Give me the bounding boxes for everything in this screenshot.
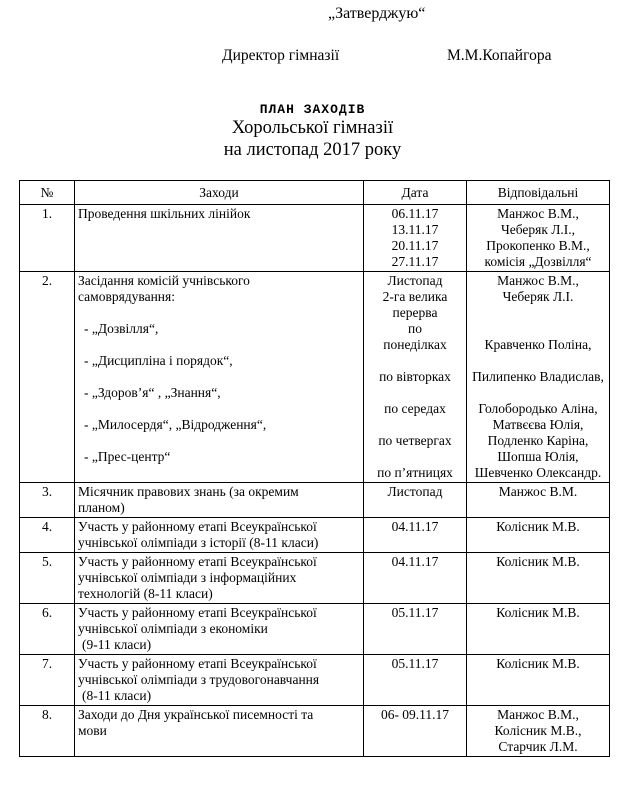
commission-item: - „Милосердя“, „Відродження“, [84, 417, 267, 432]
event-cell [75, 706, 364, 757]
director-label: Директор гімназії [222, 47, 340, 64]
responsible-text-line: Кравченко Поліна, [484, 337, 592, 352]
responsible-text-line: Шевченко Олександр. [474, 465, 602, 480]
date-text-line: по четвергах [378, 433, 452, 448]
table-row [20, 604, 610, 655]
event-cell [75, 655, 364, 706]
responsible-text-line: Подленко Каріна, [487, 433, 589, 448]
event-text-line: Участь у районному етапі Всеукраїнської [78, 519, 317, 534]
table-row [20, 518, 610, 553]
responsible-text-line: Колісник М.В. [496, 605, 580, 620]
responsible-text-line: Чеберяк Л.І., [500, 222, 576, 237]
responsible-text-line: Шопша Юлія, [497, 449, 579, 464]
organization-title: Хорольської гімназії [231, 118, 394, 138]
date-cell [364, 272, 467, 483]
table-row [20, 706, 610, 757]
responsible-text-line: комісія „Дозвілля“ [484, 254, 592, 269]
date-cell [364, 706, 467, 757]
column-header-responsible: Відповідальні [467, 181, 610, 205]
date-text-line: Листопад [387, 273, 443, 288]
event-text-line: Засідання комісій учнівського [78, 273, 250, 288]
date-cell [364, 205, 467, 272]
event-text-line: Участь у районному етапі Всеукраїнської [78, 554, 317, 569]
responsible-text-line: Колісник М.В. [496, 554, 580, 569]
commission-item: - „Здоров’я“ , „Знання“, [84, 385, 221, 400]
commission-item: - „Дисципліна і порядок“, [84, 353, 233, 368]
event-text-line: учнівської олімпіади з трудовогонавчання [78, 672, 320, 687]
column-header-date: Дата [364, 181, 467, 205]
date-text-line: 06- 09.11.17 [380, 707, 450, 722]
table-row [20, 655, 610, 706]
date-text-line: 04.11.17 [391, 519, 439, 534]
responsible-cell [467, 604, 610, 655]
event-text-line: учнівської олімпіади з економіки [78, 621, 268, 636]
table-row [20, 483, 610, 518]
responsible-cell [467, 518, 610, 553]
column-header-number: № [20, 181, 75, 205]
responsible-cell [467, 553, 610, 604]
responsible-text-line: Манжос В.М., [497, 707, 579, 722]
event-cell [75, 205, 364, 272]
row-number: 5. [20, 553, 75, 604]
event-text-line: мови [78, 723, 107, 738]
responsible-cell [467, 205, 610, 272]
date-cell [364, 483, 467, 518]
row-number: 3. [20, 483, 75, 518]
event-text-line: учнівської олімпіади з інформаційних [78, 570, 297, 585]
responsible-text-line: Колісник М.В. [496, 656, 580, 671]
date-text-line: перерва [392, 305, 438, 320]
date-text-line: 05.11.17 [391, 656, 439, 671]
date-text-line: 05.11.17 [391, 605, 439, 620]
responsible-text-line: Манжос В.М. [498, 484, 578, 499]
row-number: 7. [20, 655, 75, 706]
responsible-cell [467, 483, 610, 518]
event-cell [75, 272, 364, 483]
event-cell [75, 553, 364, 604]
date-text-line: по п’ятницях [377, 465, 453, 480]
date-cell [364, 553, 467, 604]
event-text-line: планом) [78, 500, 125, 515]
date-text-line: 06.11.17 [391, 206, 439, 221]
date-text-line: по [408, 321, 422, 336]
row-number: 8. [20, 706, 75, 757]
plan-title: ПЛАН ЗАХОДІВ [259, 102, 366, 117]
date-text-line: понеділках [383, 337, 447, 352]
event-text-line: Заходи до Дня української писемності та [78, 707, 314, 722]
event-cell [75, 518, 364, 553]
date-text-line: 2-га велика [382, 289, 448, 304]
responsible-text-line: Голобородько Аліна, [478, 401, 598, 416]
event-text-line: Проведення шкільних лінійок [78, 206, 251, 221]
responsible-text-line: Колісник М.В. [496, 519, 580, 534]
responsible-cell [467, 706, 610, 757]
event-text-line: (8-11 класи) [82, 688, 152, 703]
event-cell [75, 604, 364, 655]
row-number: 4. [20, 518, 75, 553]
date-text-line: 13.11.17 [391, 222, 439, 237]
period-title: на листопад 2017 року [223, 140, 402, 160]
date-text-line: 04.11.17 [391, 554, 439, 569]
date-cell [364, 655, 467, 706]
director-name: М.М.Копайгора [447, 47, 552, 64]
event-text-line: Участь у районному етапі Всеукраїнської [78, 605, 317, 620]
row-number: 1. [20, 205, 75, 272]
event-text-line: (9-11 класи) [82, 637, 152, 652]
commission-item: - „Дозвілля“, [84, 321, 159, 336]
row-number: 6. [20, 604, 75, 655]
event-text-line: учнівської олімпіади з історії (8-11 класи) [78, 535, 319, 550]
table-row [20, 553, 610, 604]
responsible-text-line: Прокопенко В.М., [486, 238, 590, 253]
responsible-text-line: Старчик Л.М. [498, 739, 578, 754]
date-text-line: 27.11.17 [391, 254, 439, 269]
table-header-row [20, 181, 610, 205]
date-text-line: 20.11.17 [391, 238, 439, 253]
date-text-line: по вівторках [379, 369, 451, 384]
responsible-cell [467, 655, 610, 706]
date-text-line: Листопад [387, 484, 443, 499]
table-row [20, 272, 610, 483]
row-number: 2. [20, 272, 75, 483]
commission-item: - „Прес-центр“ [84, 449, 171, 464]
event-text-line: технологій (8-11 класи) [78, 586, 213, 601]
responsible-cell [467, 272, 610, 483]
responsible-text-line: Матвєєва Юлія, [492, 417, 584, 432]
event-text-line: Участь у районному етапі Всеукраїнської [78, 656, 317, 671]
event-text-line: Місячник правових знань (за окремим [78, 484, 299, 499]
events-plan-table [19, 180, 610, 757]
date-cell [364, 518, 467, 553]
responsible-text-line: Пилипенко Владислав, [472, 369, 604, 384]
table-row [20, 205, 610, 272]
approval-stamp-text: „Затверджую“ [328, 5, 426, 22]
event-cell [75, 483, 364, 518]
date-text-line: по середах [384, 401, 446, 416]
responsible-text-line: Чеберяк Л.І. [502, 289, 574, 304]
responsible-text-line: Колісник М.В., [494, 723, 582, 738]
responsible-text-line: Манжос В.М., [497, 273, 579, 288]
date-cell [364, 604, 467, 655]
responsible-text-line: Манжос В.М., [497, 206, 579, 221]
event-text-line: самоврядування: [78, 289, 175, 304]
column-header-events: Заходи [75, 181, 364, 205]
